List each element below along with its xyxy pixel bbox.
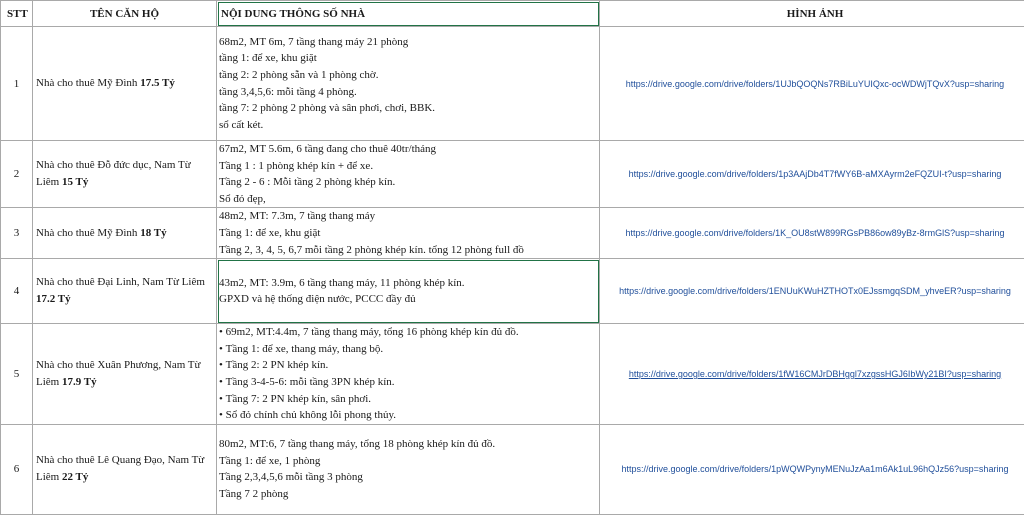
cell-name[interactable]: [33, 27, 217, 141]
drive-link[interactable]: https://drive.google.com/drive/folders/1ENUuKWuHZTHOTx0EJssmgqSDM_yhveER?usp=sharing: [619, 286, 1011, 296]
desc-line: sổ cất két.: [219, 117, 599, 134]
desc-line: Sổ đỏ đẹp,: [219, 191, 599, 208]
name-text: Nhà cho thuê Xuân Phương, Nam Từ Liêm: [36, 359, 200, 388]
drive-link[interactable]: https://drive.google.com/drive/folders/1UJbQOQNs7RBiLuYUIQxc-ocWDWjTQvX?usp=sharing: [626, 79, 1004, 89]
desc-line: Tầng 1 : 1 phòng khép kín + để xe.: [219, 158, 599, 175]
price-text: 17.2 Tỷ: [36, 293, 71, 305]
desc-line: Tầng 2 - 6 : Mỗi tầng 2 phòng khép kín.: [219, 174, 599, 191]
desc-line: tầng 7: 2 phòng 2 phòng và sân phơi, chơi, BBK.: [219, 100, 599, 117]
desc-line: Tầng 1: để xe, 1 phòng: [219, 453, 599, 470]
desc-line: • Tầng 2: 2 PN khép kín.: [219, 357, 599, 374]
desc-line: Tầng 2,3,4,5,6 mỗi tầng 3 phòng: [219, 469, 599, 486]
name-text: Nhà cho thuê Mỹ Đình: [36, 77, 140, 89]
cell-desc[interactable]: [217, 141, 600, 208]
cell-desc[interactable]: [217, 324, 600, 425]
drive-link[interactable]: https://drive.google.com/drive/folders/1K_OU8stW899RGsPB86ow89yBz-8rmGlS?usp=sharing: [626, 228, 1005, 238]
cell-stt[interactable]: 6: [1, 424, 33, 514]
drive-link[interactable]: https://drive.google.com/drive/folders/1fW16CMJrDBHggl7xzgssHGJ6IbWy21BI?usp=sharing: [629, 369, 1001, 379]
desc-line: tầng 3,4,5,6: mỗi tầng 4 phòng.: [219, 84, 599, 101]
header-row: [1, 1, 1024, 27]
desc-line: Tầng 7 2 phòng: [219, 486, 599, 503]
drive-link[interactable]: https://drive.google.com/drive/folders/1p3AAjDb4T7fWY6B-aMXAyrm2eFQZUI-t?usp=sharing: [629, 169, 1002, 179]
cell-desc[interactable]: [217, 27, 600, 141]
header-stt[interactable]: STT: [1, 1, 33, 27]
desc-line: GPXD và hệ thống điện nước, PCCC đầy đủ: [219, 291, 599, 308]
desc-line: Tầng 1: để xe, khu giặt: [219, 225, 599, 242]
desc-line: • 69m2, MT:4.4m, 7 tầng thang máy, tổng 16 phòng khép kín đủ đồ.: [219, 324, 599, 341]
cell-stt[interactable]: 3: [1, 208, 33, 259]
cell-stt[interactable]: 2: [1, 141, 33, 208]
cell-stt[interactable]: 4: [1, 259, 33, 324]
cell-desc-selected[interactable]: [217, 259, 600, 324]
desc-line: • Tầng 3-4-5-6: mỗi tầng 3PN khép kín.: [219, 374, 599, 391]
table-row: [1, 141, 1024, 208]
header-image[interactable]: HÌNH ẢNH: [600, 1, 1024, 27]
table-row: [1, 424, 1024, 514]
cell-name[interactable]: [33, 141, 217, 208]
desc-line: 48m2, MT: 7.3m, 7 tầng thang máy: [219, 208, 599, 225]
cell-stt[interactable]: 5: [1, 324, 33, 425]
price-text: 17.9 Tỷ: [62, 376, 97, 388]
cell-image: [600, 27, 1024, 141]
cell-name[interactable]: [33, 324, 217, 425]
cell-image: [600, 259, 1024, 324]
cell-image: [600, 324, 1024, 425]
cell-image: [600, 208, 1024, 259]
header-desc[interactable]: NỘI DUNG THÔNG SỐ NHÀ: [217, 1, 600, 27]
cell-desc[interactable]: [217, 424, 600, 514]
price-text: 17.5 Tỷ: [140, 77, 175, 89]
price-text: 15 Tỷ: [62, 176, 88, 188]
cell-image: [600, 141, 1024, 208]
table-row: [1, 324, 1024, 425]
desc-line: • Sổ đỏ chính chủ không lỗi phong thủy.: [219, 407, 599, 424]
cell-image: [600, 424, 1024, 514]
desc-line: 68m2, MT 6m, 7 tầng thang máy 21 phòng: [219, 34, 599, 51]
desc-line: • Tầng 1: để xe, thang máy, thang bộ.: [219, 341, 599, 358]
table-row: [1, 208, 1024, 259]
price-text: 22 Tỷ: [62, 471, 88, 483]
cell-name[interactable]: [33, 208, 217, 259]
price-text: 18 Tỷ: [140, 227, 166, 239]
desc-line: • Tầng 7: 2 PN khép kín, sân phơi.: [219, 391, 599, 408]
cell-name[interactable]: [33, 259, 217, 324]
name-text: Nhà cho thuê Lê Quang Đạo, Nam Từ Liêm: [36, 454, 204, 483]
name-text: Nhà cho thuê Đỗ đức dục, Nam Từ Liêm: [36, 159, 191, 188]
desc-line: 80m2, MT:6, 7 tầng thang máy, tổng 18 phòng khép kín đủ đồ.: [219, 436, 599, 453]
table-row: [1, 259, 1024, 324]
name-text: Nhà cho thuê Mỹ Đình: [36, 227, 140, 239]
desc-line: Tầng 2, 3, 4, 5, 6,7 mỗi tầng 2 phòng khép kín. tổng 12 phòng full đồ: [219, 242, 599, 259]
desc-line: 67m2, MT 5.6m, 6 tầng đang cho thuê 40tr/tháng: [219, 141, 599, 158]
desc-line: tầng 1: để xe, khu giặt: [219, 50, 599, 67]
name-text: Nhà cho thuê Đại Linh, Nam Từ Liêm: [36, 276, 205, 288]
desc-line: tầng 2: 2 phòng sẵn và 1 phòng chờ.: [219, 67, 599, 84]
desc-line: 43m2, MT: 3.9m, 6 tầng thang máy, 11 phòng khép kín.: [219, 275, 599, 292]
cell-name[interactable]: [33, 424, 217, 514]
table-row: [1, 27, 1024, 141]
cell-stt[interactable]: 1: [1, 27, 33, 141]
drive-link[interactable]: https://drive.google.com/drive/folders/1pWQWPynyMENuJzAa1m6Ak1uL96hQJz56?usp=sharing: [622, 464, 1009, 474]
header-name[interactable]: TÊN CĂN HỘ: [33, 1, 217, 27]
cell-desc[interactable]: [217, 208, 600, 259]
